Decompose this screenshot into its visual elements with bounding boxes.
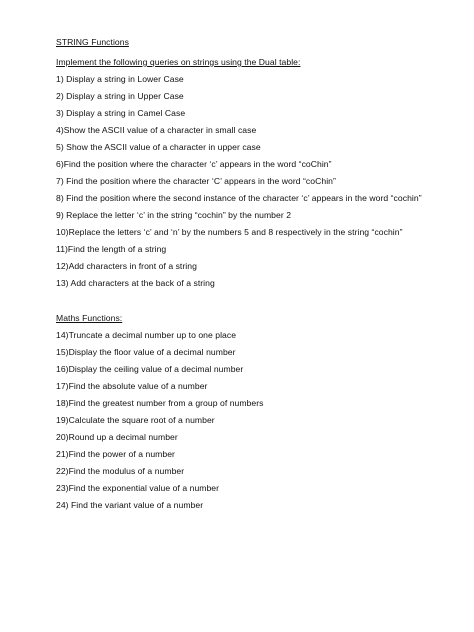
maths-item-17: 17)Find the absolute value of a number (56, 381, 208, 391)
maths-item-16: 16)Display the ceiling value of a decimal number (56, 364, 244, 374)
string-item-4: 4)Show the ASCII value of a character in small case (56, 125, 257, 135)
maths-item-24: 24) Find the variant value of a number (56, 500, 204, 510)
string-item-12: 12)Add characters in front of a string (56, 261, 197, 271)
string-item-7: 7) Find the position where the character ‘C’ appears in the word “coChin” (56, 176, 336, 186)
string-item-5: 5) Show the ASCII value of a character in upper case (56, 142, 261, 152)
maths-item-18: 18)Find the greatest number from a group of numbers (56, 398, 264, 408)
string-instructions: Implement the following queries on strings using the Dual table: (56, 57, 301, 67)
string-item-8: 8) Find the position where the second instance of the character ‘c’ appears in the word “cochin” (56, 193, 422, 203)
string-item-6: 6)Find the position where the character ‘c’ appears in the word “coChin” (56, 159, 332, 169)
string-item-2: 2) Display a string in Upper Case (56, 91, 184, 101)
string-item-1: 1) Display a string in Lower Case (56, 74, 184, 84)
maths-item-15: 15)Display the floor value of a decimal number (56, 347, 236, 357)
maths-item-14: 14)Truncate a decimal number up to one place (56, 330, 237, 340)
string-functions-heading: STRING Functions (56, 37, 129, 47)
string-item-11: 11)Find the length of a string (56, 244, 167, 254)
maths-item-20: 20)Round up a decimal number (56, 432, 178, 442)
maths-item-23: 23)Find the exponential value of a number (56, 483, 220, 493)
maths-item-21: 21)Find the power of a number (56, 449, 175, 459)
string-item-3: 3) Display a string in Camel Case (56, 108, 186, 118)
maths-item-19: 19)Calculate the square root of a number (56, 415, 215, 425)
string-item-10: 10)Replace the letters ‘c’ and ‘n’ by the numbers 5 and 8 respectively in the string “cochin” (56, 227, 403, 237)
maths-functions-heading: Maths Functions: (56, 313, 123, 323)
string-item-9: 9) Replace the letter ‘c’ in the string “cochin” by the number 2 (56, 210, 292, 220)
string-item-13: 13) Add characters at the back of a string (56, 278, 215, 288)
maths-item-22: 22)Find the modulus of a number (56, 466, 185, 476)
